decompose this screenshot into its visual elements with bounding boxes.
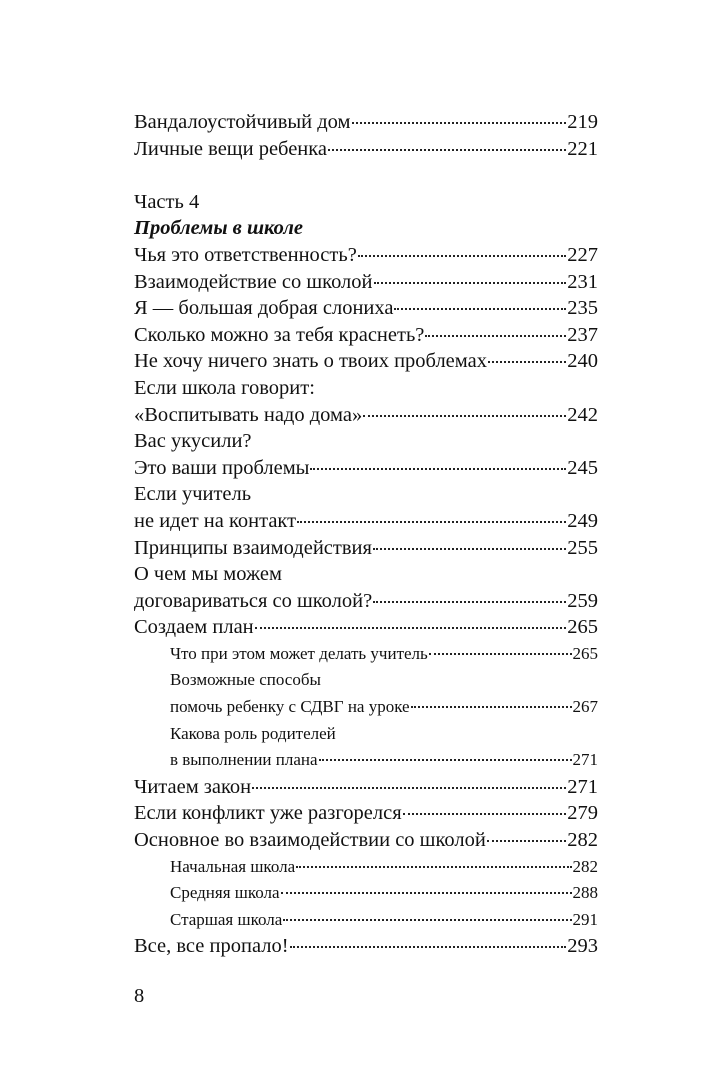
toc-entry: [134, 588, 598, 615]
toc-entry-page: 235: [567, 297, 598, 320]
toc-entry-page: 242: [567, 403, 598, 426]
dot-leader: [281, 892, 572, 894]
toc-entry: [134, 136, 598, 163]
dot-leader: [373, 548, 566, 550]
toc-entry: [134, 109, 598, 136]
toc-entry-title: Все, все пропало!: [134, 935, 289, 958]
toc-entry-first-line: Вас укусили?: [134, 430, 252, 453]
part-label: Часть 4: [134, 190, 200, 213]
toc-entry-title: Принципы взаимодействия: [134, 536, 372, 559]
toc-entry-title: Начальная школа: [170, 856, 296, 876]
dot-leader: [255, 627, 567, 629]
dot-leader: [297, 521, 566, 523]
toc-entry-title: Не хочу ничего знать о твоих проблемах: [134, 350, 487, 373]
dot-leader: [411, 706, 572, 708]
toc-entry-page: 265: [572, 643, 598, 663]
toc-subentry: [134, 907, 598, 934]
dot-leader: [403, 813, 567, 815]
toc-entry-page: 265: [567, 616, 598, 639]
dot-leader: [373, 601, 566, 603]
toc-entry: [134, 348, 598, 375]
toc-entry-page: 282: [567, 829, 598, 852]
dot-leader: [310, 468, 566, 470]
toc-entry-page: 259: [567, 589, 598, 612]
toc-entry-page: 237: [567, 323, 598, 346]
dot-leader: [488, 361, 566, 363]
toc-entry: [134, 455, 598, 482]
dot-leader: [352, 122, 567, 124]
dot-leader: [358, 255, 566, 257]
toc-entry-page: 219: [567, 111, 598, 133]
toc-subentry: [134, 747, 598, 774]
toc-entry-title: в выполнении плана: [170, 750, 318, 770]
toc-entry-title: Чья это ответственность?: [134, 243, 357, 266]
dot-leader: [429, 653, 572, 655]
toc-entry: [134, 774, 598, 801]
toc-top-entries: [134, 109, 598, 162]
toc-entry-page: 293: [567, 935, 598, 958]
toc-entry-title: Основное во взаимодействии со школой: [134, 829, 486, 852]
dot-leader: [363, 415, 566, 417]
dot-leader: [283, 919, 571, 921]
toc-entry: [134, 535, 598, 562]
table-of-contents: [134, 109, 598, 960]
toc-entry-title: договариваться со школой?: [134, 589, 373, 612]
dot-leader: [394, 308, 566, 310]
section-gap: [134, 162, 598, 189]
toc-subentry: [134, 694, 598, 721]
toc-entry-page: 282: [572, 856, 598, 876]
dot-leader: [374, 282, 567, 284]
toc-entry-first-line: Какова роль родителей: [170, 723, 336, 743]
toc-entry-page: 271: [567, 775, 598, 798]
toc-entry-title: Если конфликт уже разгорелся: [134, 802, 402, 825]
toc-entry: [134, 800, 598, 827]
toc-entry-page: 227: [567, 243, 598, 266]
toc-entry-first-line: Если школа говорит:: [134, 376, 315, 399]
toc-entry-title: Средняя школа: [170, 883, 280, 903]
toc-subentry: [134, 641, 598, 668]
toc-entry: [134, 827, 598, 854]
toc-entry-title: Старшая школа: [170, 909, 283, 929]
toc-entry: [134, 402, 598, 429]
toc-entry: [134, 242, 598, 269]
toc-entry-title: «Воспитывать надо дома»: [134, 403, 363, 426]
toc-entry-first-line: Возможные способы: [170, 670, 321, 690]
part-title: Проблемы в школе: [134, 217, 303, 240]
toc-entry-first-line: О чем мы можем: [134, 563, 282, 586]
toc-entry: [134, 295, 598, 322]
toc-entry-page: 271: [572, 750, 598, 770]
toc-entry: [134, 322, 598, 349]
dot-leader: [290, 946, 567, 948]
toc-entry-title: Вандалоустойчивый дом: [134, 111, 351, 133]
toc-entry-title: Что при этом может делать учитель: [170, 643, 428, 663]
toc-entry-title: не идет на контакт: [134, 509, 297, 532]
toc-entry-page: 231: [567, 270, 598, 293]
toc-entry-page: 240: [567, 350, 598, 373]
toc-entry-title: Личные вещи ребенка: [134, 137, 328, 160]
toc-entry-title: Я — большая добрая слониха: [134, 297, 394, 320]
dot-leader: [328, 149, 566, 151]
dot-leader: [425, 335, 566, 337]
toc-entry-title: Создаем план: [134, 616, 254, 639]
dot-leader: [296, 866, 571, 868]
toc-entry-page: 255: [567, 536, 598, 559]
toc-entry-page: 279: [567, 802, 598, 825]
toc-entry-page: 291: [572, 909, 598, 929]
toc-subentry: [134, 880, 598, 907]
toc-part-entries: [134, 242, 598, 960]
toc-entry-title: Сколько можно за тебя краснеть?: [134, 323, 425, 346]
toc-entry-title: Читаем закон: [134, 775, 252, 798]
toc-entry-title: Это ваши проблемы: [134, 456, 310, 479]
toc-entry: [134, 508, 598, 535]
toc-subentry: [134, 854, 598, 881]
page-number: 8: [134, 985, 145, 1007]
toc-entry-page: 249: [567, 509, 598, 532]
toc-entry-title: Взаимодействие со школой: [134, 270, 373, 293]
toc-entry: [134, 614, 598, 641]
dot-leader: [487, 840, 566, 842]
toc-entry: [134, 269, 598, 296]
toc-entry-page: 267: [572, 697, 598, 717]
toc-entry-page: 288: [572, 883, 598, 903]
toc-entry-page: 221: [567, 137, 598, 160]
dot-leader: [319, 759, 572, 761]
toc-entry-title: помочь ребенку с СДВГ на уроке: [170, 697, 410, 717]
toc-entry-first-line: Если учитель: [134, 483, 252, 506]
toc-entry-page: 245: [567, 456, 598, 479]
toc-entry: [134, 933, 598, 960]
dot-leader: [252, 787, 566, 789]
